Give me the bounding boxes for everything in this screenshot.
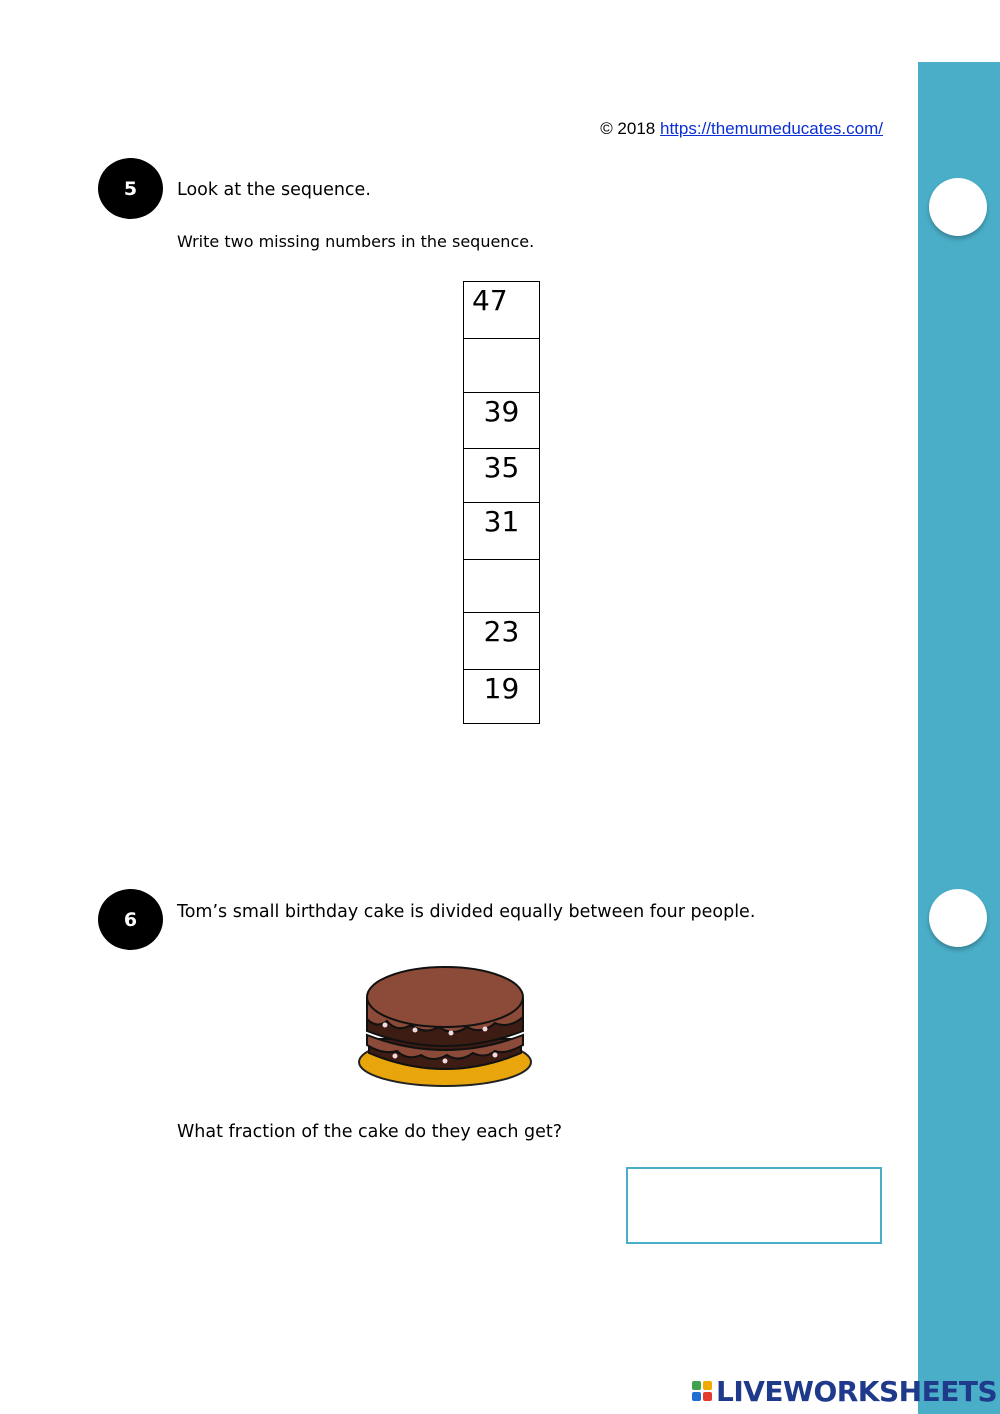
- copyright-text: © 2018: [600, 119, 656, 138]
- sequence-cell: 23: [464, 613, 539, 670]
- sequence-cell: 39: [464, 393, 539, 449]
- binder-hole-icon: [929, 889, 987, 947]
- question-prompt: Tom’s small birthday cake is divided equally between four people.: [177, 902, 756, 922]
- sequence-cell: 47: [464, 282, 539, 339]
- sequence-cell: 19: [464, 670, 539, 724]
- question-number-badge: 5: [98, 158, 163, 219]
- sequence-table: [463, 281, 540, 724]
- question-prompt: Look at the sequence.: [177, 180, 371, 200]
- sequence-cell: 35: [464, 449, 539, 503]
- chocolate-cake-icon: [355, 963, 535, 1093]
- question-instruction: Write two missing numbers in the sequence.: [177, 232, 535, 251]
- copyright-line: [600, 119, 883, 139]
- liveworksheets-logo: [692, 1376, 997, 1406]
- sequence-answer-input[interactable]: [464, 560, 539, 613]
- source-link[interactable]: https://themumeducates.com/: [660, 119, 883, 138]
- binder-hole-icon: [929, 178, 987, 236]
- binder-strip: [918, 62, 1000, 1414]
- logo-wordmark: LIVEWORKSHEETS: [716, 1374, 998, 1408]
- sequence-answer-input[interactable]: [464, 339, 539, 393]
- question-number-badge: 6: [98, 889, 163, 950]
- fraction-answer-box[interactable]: [626, 1167, 882, 1244]
- question-text: What fraction of the cake do they each get?: [177, 1122, 563, 1142]
- logo-mark-icon: [692, 1381, 712, 1401]
- sequence-cell: 31: [464, 503, 539, 560]
